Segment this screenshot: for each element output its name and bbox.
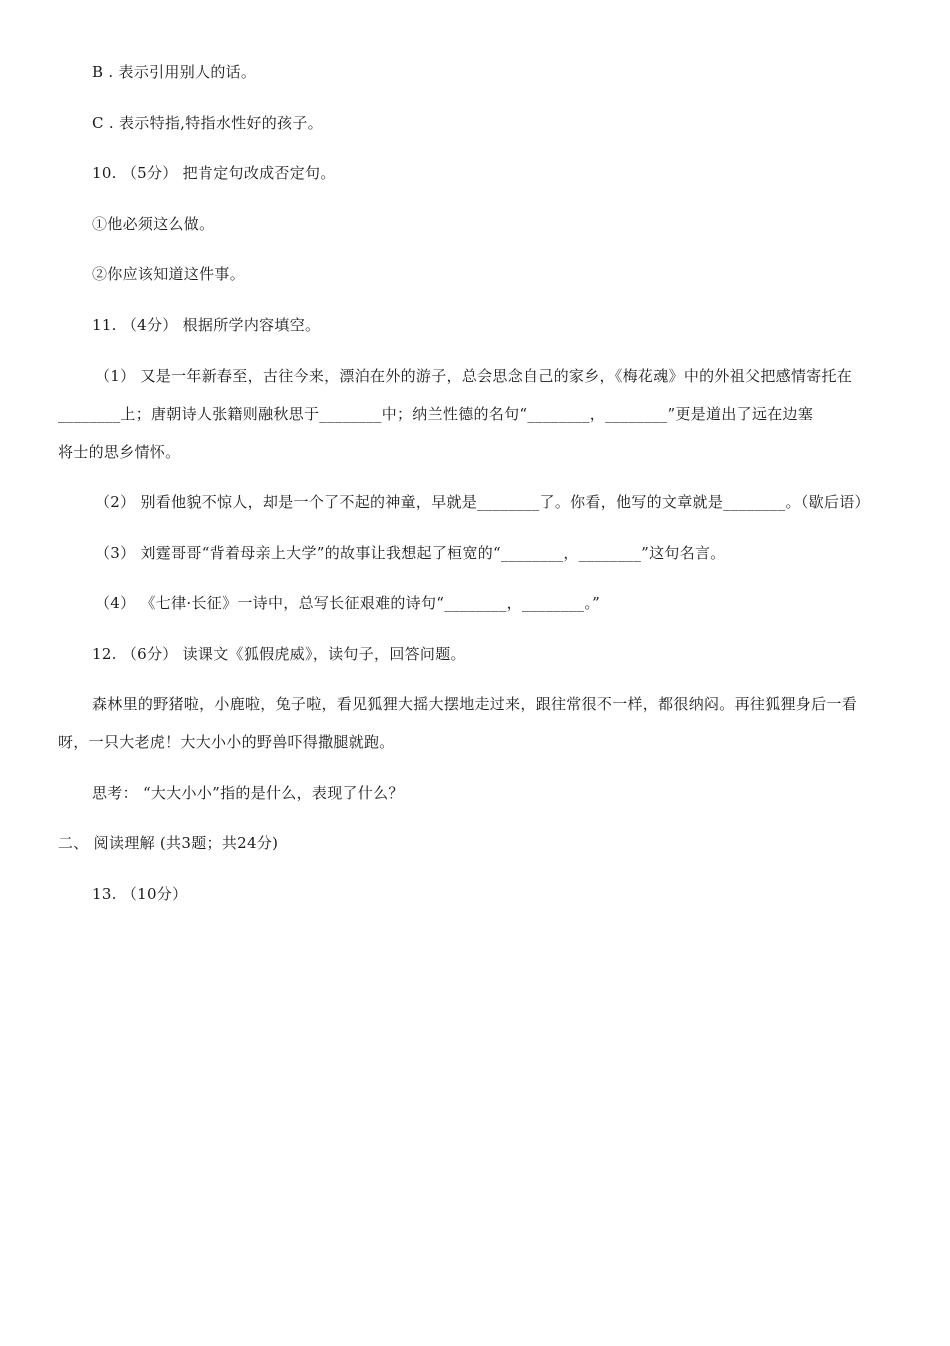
question-11-header: 11. （4分） 根据所学内容填空。 bbox=[92, 316, 321, 334]
question-11-part-3: （3） 刘霆哥哥“背着母亲上大学”的故事让我想起了桓宽的“________，________”这句名言。 bbox=[95, 544, 726, 562]
question-11-part-1-line-2: ________上；唐朝诗人张籍则融秋思于________中；纳兰性德的名句“________，________”更是道出了远在边塞 bbox=[58, 405, 814, 423]
question-13-header: 13. （10分） bbox=[92, 885, 188, 903]
question-12-header: 12. （6分） 读课文《狐假虎威》，读句子，回答问题。 bbox=[92, 645, 466, 663]
question-12-prompt: 思考： “大大小小”指的是什么，表现了什么？ bbox=[92, 784, 404, 802]
section-2-title: 二、 阅读理解 (共3题；共24分) bbox=[58, 834, 279, 852]
question-11-part-2: （2） 别看他貌不惊人，却是一个了不起的神童，早就是________了。你看，他写的文章就是________。（歇后语） bbox=[95, 493, 870, 511]
question-12-passage-line-2: 呀，一只大老虎！大大小小的野兽吓得撒腿就跑。 bbox=[58, 733, 395, 751]
question-10-item-1: ①他必须这么做。 bbox=[92, 215, 215, 233]
question-12-passage-line-1: 森林里的野猪啦，小鹿啦，兔子啦，看见狐狸大摇大摆地走过来，跟往常很不一样，都很纳闷。再往狐狸身后一看 bbox=[92, 695, 858, 713]
question-11-part-1-line-1: （1） 又是一年新春至，古往今来，漂泊在外的游子，总会思念自己的家乡，《梅花魂》中的外祖父把感情寄托在 bbox=[95, 367, 853, 385]
question-11-part-1-line-3: 将士的思乡情怀。 bbox=[58, 443, 181, 461]
question-10-header: 10. （5分） 把肯定句改成否定句。 bbox=[92, 164, 336, 182]
question-10-item-2: ②你应该知道这件事。 bbox=[92, 265, 246, 283]
option-c: C . 表示特指,特指水性好的孩子。 bbox=[92, 114, 323, 132]
option-b: B . 表示引用别人的话。 bbox=[92, 63, 257, 81]
question-11-part-4: （4） 《七律·长征》一诗中，总写长征艰难的诗句“________，________。” bbox=[95, 594, 601, 612]
